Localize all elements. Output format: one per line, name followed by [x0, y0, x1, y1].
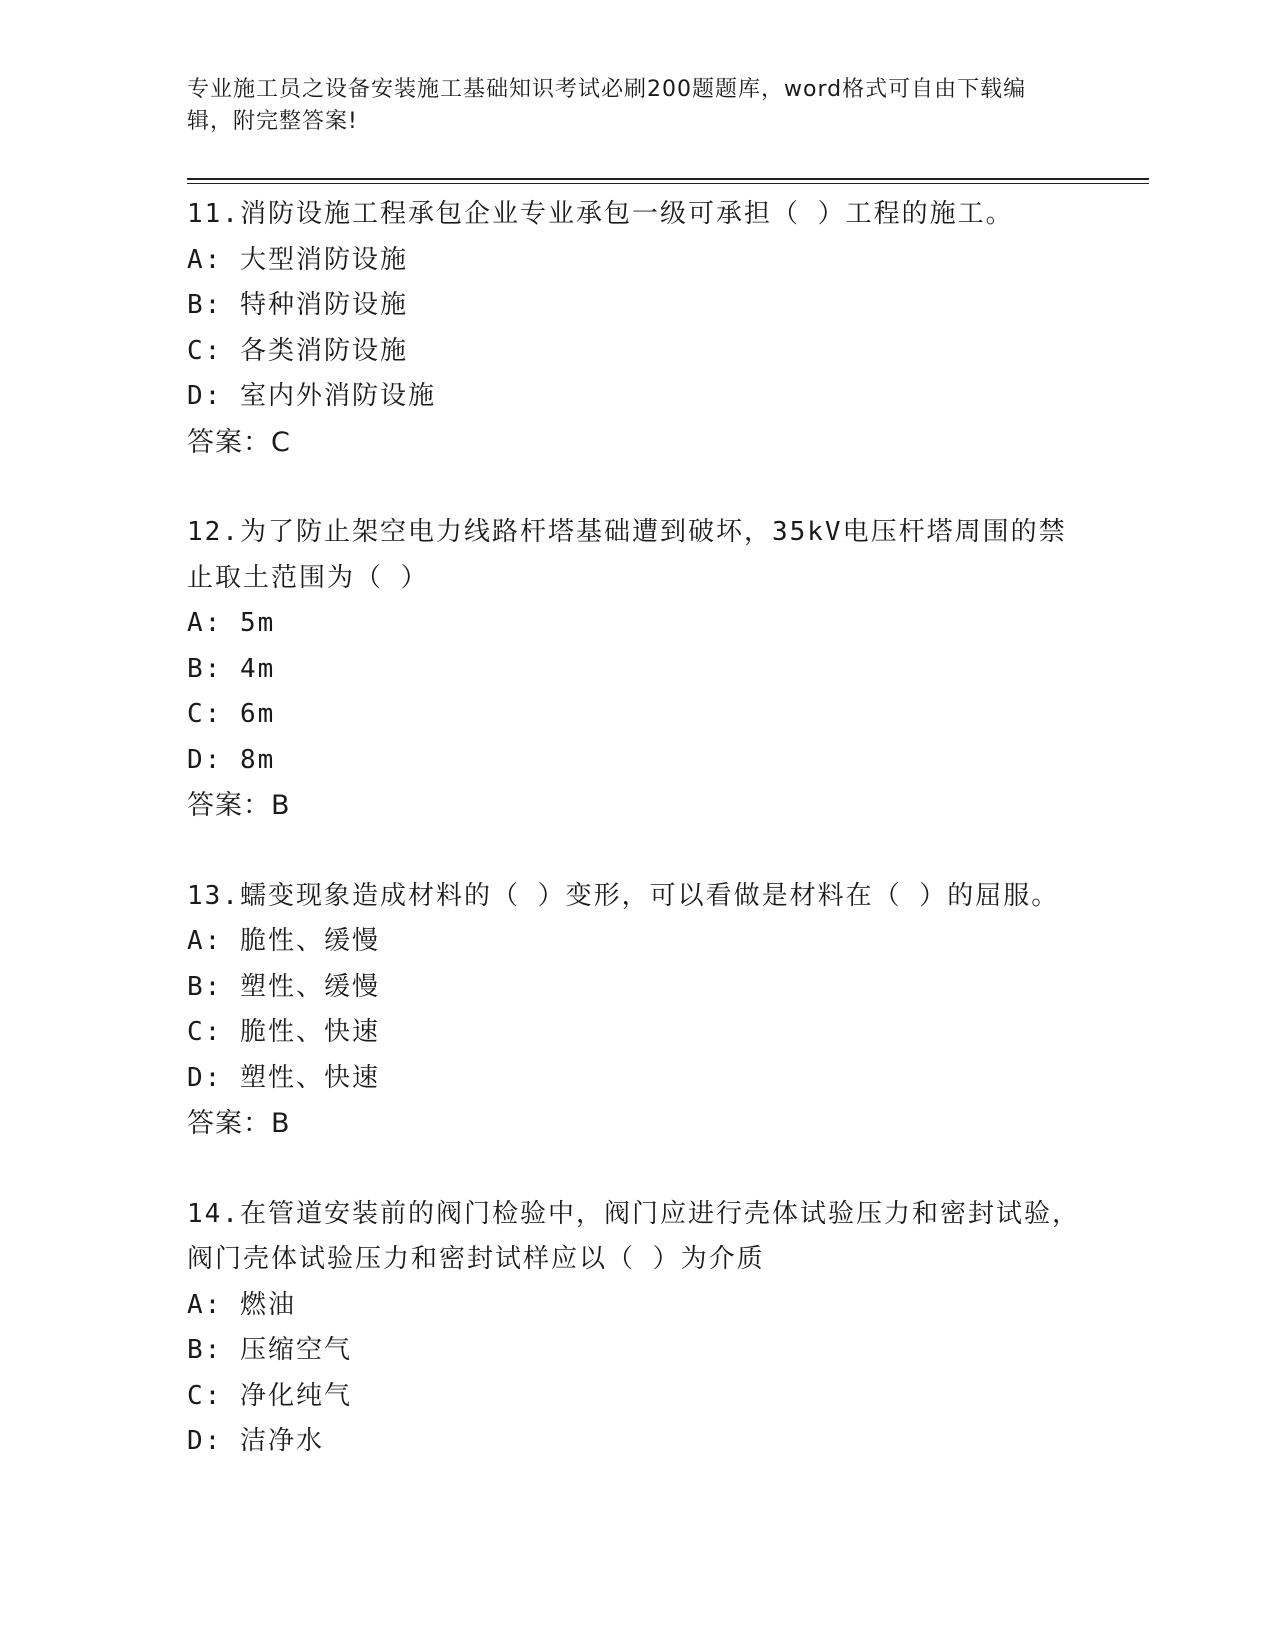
question-stem: 13.蠕变现象造成材料的（ ）变形，可以看做是材料在（ ）的屈服。	[187, 880, 1060, 911]
option-b: B: 特种消防设施	[187, 290, 408, 320]
option-b: B: 压缩空气	[187, 1335, 352, 1365]
option-d: D: 8m	[187, 744, 276, 775]
question-11	[187, 192, 1087, 465]
option-a: A: 脆性、缓慢	[187, 926, 380, 956]
header-rule-thin	[187, 183, 1149, 184]
answer: 答案：B	[187, 1108, 291, 1139]
question-13	[187, 874, 1087, 1147]
option-d: D: 洁净水	[187, 1426, 324, 1456]
question-stem: 11.消防设施工程承包企业专业承包一级可承担（ ）工程的施工。	[187, 199, 1014, 229]
option-a: A: 燃油	[187, 1289, 296, 1320]
document-header: 专业施工员之设备安装施工基础知识考试必刷200题题库，word格式可自由下载编辑，附完整答案!	[187, 77, 1027, 134]
answer: 答案：B	[187, 790, 291, 821]
question-14	[187, 1192, 1087, 1465]
question-12	[187, 510, 1087, 829]
option-d: D: 室内外消防设施	[187, 381, 436, 411]
question-stem: 14.在管道安装前的阀门检验中，阀门应进行壳体试验压力和密封试验，阀门壳体试验压力和密封试样应以（ ）为介质	[187, 1198, 1080, 1274]
option-a: A: 5m	[187, 608, 276, 638]
option-c: C: 各类消防设施	[187, 335, 408, 366]
option-d: D: 塑性、快速	[187, 1062, 380, 1093]
option-c: C: 净化纯气	[187, 1380, 352, 1411]
header-rule-thick	[187, 178, 1149, 180]
question-list	[187, 192, 1087, 1465]
question-stem: 12.为了防止架空电力线路杆塔基础遭到破坏，35kV电压杆塔周围的禁止取土范围为（ ）	[187, 517, 1067, 593]
option-c: C: 脆性、快速	[187, 1017, 380, 1047]
option-a: A: 大型消防设施	[187, 244, 408, 275]
option-b: B: 塑性、缓慢	[187, 971, 380, 1002]
answer: 答案：C	[187, 426, 291, 458]
option-c: C: 6m	[187, 699, 276, 729]
option-b: B: 4m	[187, 653, 276, 684]
